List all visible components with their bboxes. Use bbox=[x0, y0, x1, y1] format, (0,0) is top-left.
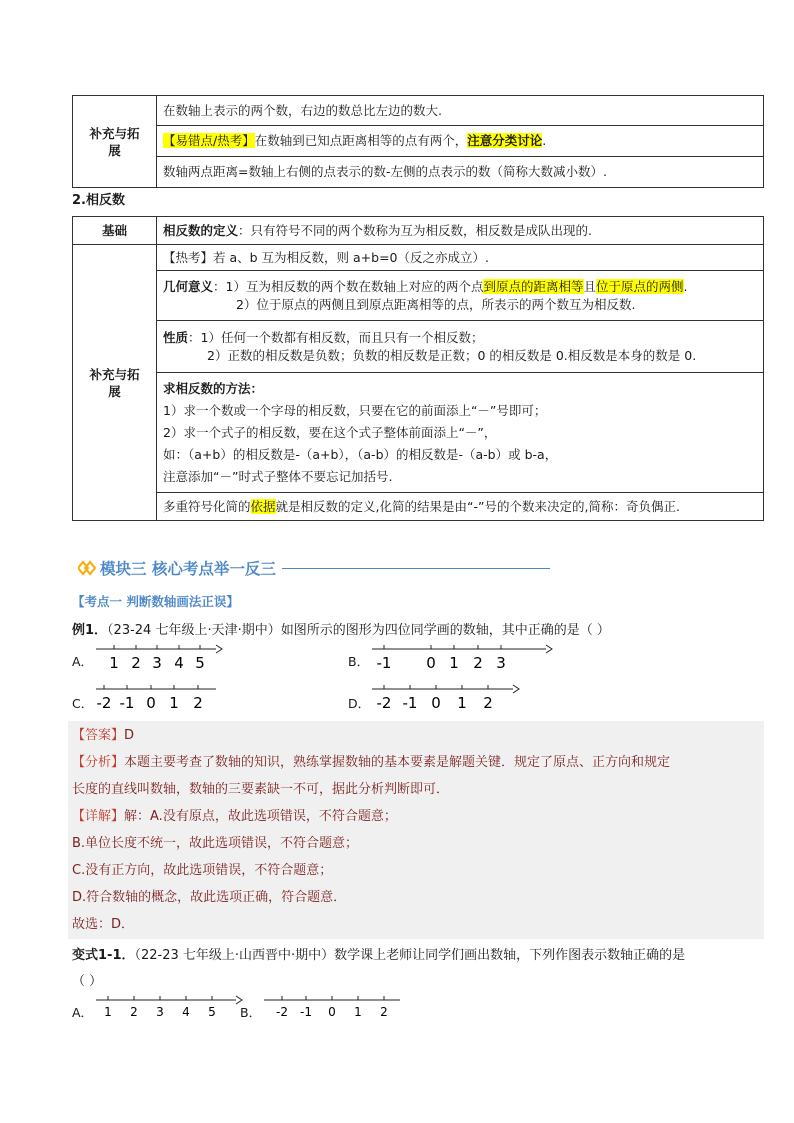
detail-tag: 【详解】 bbox=[72, 809, 125, 824]
basic-label: 基础 bbox=[73, 217, 157, 245]
method-line: 1）求一个数或一个字母的相反数，只要在它的前面添上“－”号即可； bbox=[163, 402, 547, 418]
diamond-icon bbox=[78, 560, 96, 576]
tick-label: -1 bbox=[300, 1005, 312, 1019]
detail-text: B.单位长度不统一，故此选项错误，不符合题意； bbox=[72, 836, 359, 851]
detail-text: 解：A.没有原点，故此选项错误，不符合题意； bbox=[124, 809, 397, 824]
number-line-b bbox=[370, 642, 554, 672]
tick-label: 5 bbox=[208, 1005, 216, 1019]
number-line-a bbox=[94, 642, 224, 672]
variant-label: 变式1-1． bbox=[72, 948, 135, 963]
highlight-text: 依据 bbox=[250, 498, 276, 514]
option-c-label: C． bbox=[72, 696, 94, 711]
tick-label: 2 bbox=[380, 1005, 388, 1019]
row-text-part: 多重符号化简的 bbox=[163, 498, 251, 514]
highlight-text: 注意分类讨论 bbox=[467, 133, 543, 148]
row-text bbox=[157, 271, 764, 321]
tick-label: -1 bbox=[376, 654, 392, 672]
tick-label: 2 bbox=[483, 694, 493, 712]
detail-text: C.没有正方向，故此选项错误，不符合题意； bbox=[72, 863, 333, 878]
supplement-label: 补充与拓展 bbox=[73, 96, 157, 188]
tick-label: 1 bbox=[104, 1005, 112, 1019]
tick-label: 3 bbox=[496, 654, 506, 672]
row-text-part: 且 bbox=[583, 278, 597, 294]
analysis-line bbox=[72, 751, 670, 770]
number-line-a bbox=[94, 994, 246, 1020]
row-text-part: ：只有符号不同的两个数称为互为相反数，相反数是成队出现的. bbox=[238, 222, 592, 238]
tick-label: 1 bbox=[457, 694, 467, 712]
tick-label: -2 bbox=[276, 1005, 288, 1019]
tick-label: 2 bbox=[473, 654, 483, 672]
option-a-label: A． bbox=[72, 1005, 94, 1020]
variant-paren: （ ） bbox=[72, 974, 103, 989]
tick-label: 0 bbox=[146, 694, 156, 712]
kaodian-heading: 【考点一 判断数轴画法正误】 bbox=[72, 594, 239, 609]
option-a-label: A． bbox=[72, 654, 94, 669]
module-divider bbox=[282, 568, 550, 569]
tick-label: 0 bbox=[328, 1005, 336, 1019]
number-line-c bbox=[94, 682, 224, 712]
row-text: 【热考】若 a、b 互为相反数，则 a+b=0（反之亦成立）. bbox=[157, 245, 764, 271]
tick-label: 2 bbox=[130, 1005, 138, 1019]
tick-label: 3 bbox=[156, 1005, 164, 1019]
highlight-text: 到原点的距离相等 bbox=[483, 278, 584, 294]
detail-text: 故选：D． bbox=[72, 917, 135, 932]
method-line: 注意添加“－”时式子整体不要忘记加括号. bbox=[163, 468, 393, 484]
tick-label: -1 bbox=[119, 694, 135, 712]
example-question bbox=[72, 619, 610, 638]
row-text-part: 就是相反数的定义,化简的结果是由“-”号的个数来决定的,简称：奇负偶正. bbox=[275, 498, 680, 514]
method-line: 如：（a+b）的相反数是-（a+b），（a-b）的相反数是-（a-b）或 b-a， bbox=[163, 446, 558, 462]
analysis-text: 长度的直线叫数轴，数轴的三要素缺一不可，据此分析判断即可． bbox=[72, 782, 450, 797]
answer-tag: 【答案】 bbox=[72, 728, 125, 743]
module-title: 模块三 核心考点举一反三 bbox=[100, 560, 276, 578]
row-text-part: 在数轴到已知点距离相等的点有两个， bbox=[254, 133, 468, 148]
option-b-label: B． bbox=[348, 654, 370, 669]
variant-question bbox=[72, 944, 685, 963]
row-text bbox=[157, 126, 764, 157]
tick-label: 1 bbox=[109, 654, 119, 672]
module-header bbox=[78, 556, 550, 580]
detail-line bbox=[72, 805, 397, 824]
answer-line bbox=[72, 724, 134, 743]
tick-label: 4 bbox=[182, 1005, 190, 1019]
tag-highlight: 【易错点/热考】 bbox=[163, 133, 255, 148]
analysis-text: 本题主要考查了数轴的知识，熟练掌握数轴的基本要素是解题关键．规定了原点、正方向和规定 bbox=[124, 755, 671, 770]
row-text: 在数轴上表示的两个数，右边的数总比左边的数大. bbox=[157, 96, 764, 126]
answer-value: D bbox=[124, 728, 135, 743]
row-text-part: . bbox=[683, 278, 688, 294]
example-label: 例1． bbox=[72, 623, 108, 638]
row-text-line: 2）正数的相反数是负数；负数的相反数是正数；0 的相反数是 0.相反数是本身的数是 0. bbox=[207, 347, 697, 363]
option-b-label: B． bbox=[240, 1005, 262, 1020]
bold-text: 几何意义 bbox=[163, 278, 214, 294]
row-text-part: ：1）互为相反数的两个数在数轴上对应的两个点 bbox=[213, 278, 484, 294]
row-text-end: . bbox=[542, 133, 547, 148]
tick-label: 0 bbox=[426, 654, 436, 672]
row-text: 数轴两点距离=数轴上右侧的点表示的数-左侧的点表示的数（简称大数减小数）. bbox=[157, 157, 764, 188]
tick-label: -2 bbox=[376, 694, 392, 712]
bold-text: 相反数的定义 bbox=[163, 222, 239, 238]
tick-label: 4 bbox=[174, 654, 184, 672]
row-text bbox=[157, 321, 764, 373]
tick-label: 3 bbox=[152, 654, 162, 672]
number-line-b bbox=[262, 994, 404, 1020]
row-text bbox=[157, 217, 764, 245]
number-line-d bbox=[370, 682, 522, 712]
bold-text: 性质 bbox=[163, 329, 189, 345]
method-line: 2）求一个式子的相反数，要在这个式子整体前面添上“－”， bbox=[163, 424, 497, 440]
analysis-tag: 【分析】 bbox=[72, 755, 125, 770]
tick-label: 0 bbox=[431, 694, 441, 712]
row-text bbox=[157, 493, 764, 521]
tick-label: 1 bbox=[169, 694, 179, 712]
variant-text: （22-23 七年级上·山西晋中·期中）数学课上老师让同学们画出数轴，下列作图表示数轴正确的是 bbox=[134, 948, 686, 963]
method-title: 求相反数的方法： bbox=[163, 380, 264, 396]
answer-block bbox=[68, 721, 764, 939]
example-text: （23-24 七年级上·天津·期中）如图所示的图形为四位同学画的数轴，其中正确的是（ ） bbox=[107, 623, 610, 638]
row-text-line: 2）位于原点的两侧且到原点距离相等的点，所表示的两个数互为相反数. bbox=[236, 296, 636, 312]
section-title: 2.相反数 bbox=[72, 193, 125, 208]
tick-label: 5 bbox=[195, 654, 205, 672]
table-supplement-1 bbox=[72, 95, 764, 188]
tick-label: 1 bbox=[354, 1005, 362, 1019]
detail-text: D.符合数轴的概念，故此选项正确，符合题意． bbox=[72, 890, 347, 905]
table-opposite-numbers bbox=[72, 216, 764, 521]
supplement-label: 补充与拓展 bbox=[73, 245, 157, 521]
tick-label: -2 bbox=[96, 694, 112, 712]
option-d-label: D． bbox=[348, 696, 371, 711]
tick-label: 2 bbox=[193, 694, 203, 712]
row-text-part: ：1）任何一个数都有相反数，而且只有一个相反数； bbox=[188, 329, 484, 345]
highlight-text: 位于原点的两侧 bbox=[596, 278, 684, 294]
tick-label: 2 bbox=[131, 654, 141, 672]
method-cell bbox=[157, 373, 764, 493]
tick-label: 1 bbox=[449, 654, 459, 672]
tick-label: -1 bbox=[402, 694, 418, 712]
